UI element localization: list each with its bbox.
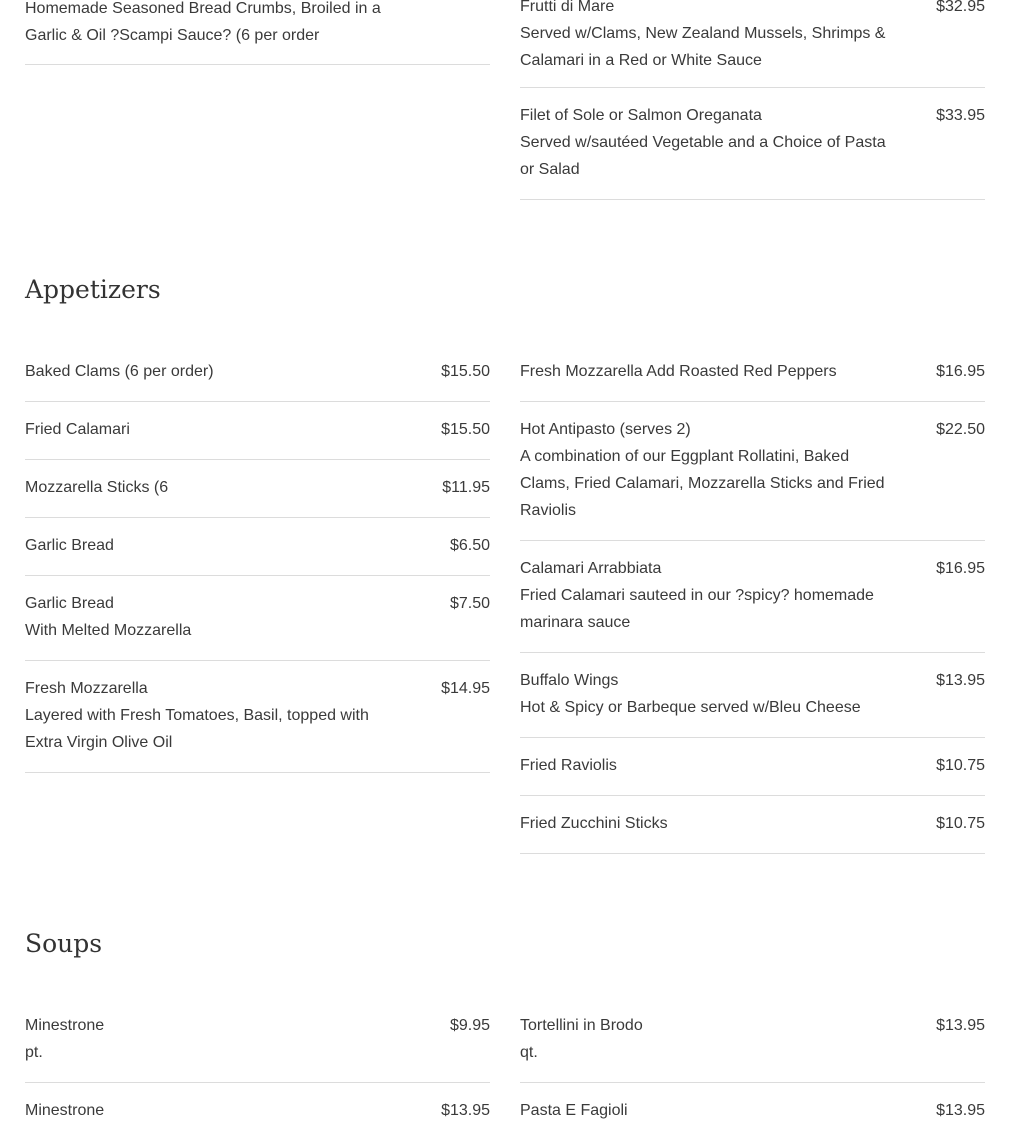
- menu-item-name: Minestrone: [25, 1102, 105, 1119]
- menu-item-price: $13.95: [936, 1102, 985, 1119]
- menu-item-description: pt.: [25, 1044, 43, 1061]
- menu-item-garlic-bread-mozzarella: [25, 590, 490, 661]
- menu-item-garlic-bread: [25, 532, 490, 576]
- menu-item-minestrone-pt: [25, 1012, 490, 1083]
- menu-item-name: Baked Clams (6 per order): [25, 363, 214, 380]
- menu-item-minestrone: [25, 1097, 490, 1129]
- menu-item-price: $13.95: [441, 1102, 490, 1119]
- menu-item-fried-calamari: [25, 416, 490, 460]
- menu-item-name: Fresh Mozzarella Add Roasted Red Peppers: [520, 363, 837, 380]
- menu-item-description: Fried Calamari sauteed in our ?spicy? homemade marinara sauce: [520, 587, 874, 631]
- menu-item-description: Layered with Fresh Tomatoes, Basil, topped with Extra Virgin Olive Oil: [25, 707, 369, 751]
- menu-item-name: Fried Raviolis: [520, 757, 617, 774]
- menu-item-price: $15.50: [441, 421, 490, 438]
- menu-item-description: Served w/Clams, New Zealand Mussels, Shrimps & Calamari in a Red or White Sauce: [520, 25, 886, 69]
- menu-item-price: $13.95: [936, 1017, 985, 1034]
- menu-item-price: $16.95: [936, 560, 985, 577]
- menu-item-price: $13.95: [936, 672, 985, 689]
- menu-item-description: qt.: [520, 1044, 538, 1061]
- menu-item-hot-antipasto: [520, 416, 985, 541]
- menu-item-name: Fried Zucchini Sticks: [520, 815, 668, 832]
- menu-item-price: $9.95: [449, 1017, 490, 1034]
- menu-item-price: $33.95: [936, 107, 985, 124]
- menu-item-filet-of-sole: [520, 102, 985, 200]
- section-title-appetizers: Appetizers: [25, 275, 161, 304]
- menu-item-fresh-mozzarella-peppers: [520, 358, 985, 402]
- menu-item-fresh-mozzarella: [25, 675, 490, 773]
- section-title-soups: Soups: [25, 929, 103, 958]
- menu-item-description: Hot & Spicy or Barbeque served w/Bleu Cheese: [520, 699, 861, 716]
- menu-item-name: Tortellini in Brodo: [520, 1017, 643, 1034]
- menu-item-price: $32.95: [936, 0, 985, 15]
- menu-item-name: Filet of Sole or Salmon Oreganata: [520, 107, 762, 124]
- menu-item-name: Hot Antipasto (serves 2): [520, 421, 691, 438]
- menu-item-description: Served w/sautéed Vegetable and a Choice of Pasta or Salad: [520, 134, 886, 178]
- menu-item-name: Minestrone: [25, 1017, 105, 1034]
- menu-item-name: Fresh Mozzarella: [25, 680, 148, 697]
- menu-item-price: $14.95: [441, 680, 490, 697]
- menu-item-name: Fried Calamari: [25, 421, 130, 438]
- menu-item-tortellini-in-brodo: [520, 1012, 985, 1083]
- menu-item-name: Buffalo Wings: [520, 672, 619, 689]
- menu-item-baked-clams: [25, 358, 490, 402]
- menu-item-name: Garlic Bread: [25, 537, 114, 554]
- menu-item-fried-raviolis: [520, 752, 985, 796]
- menu-item-mozzarella-sticks: [25, 474, 490, 518]
- menu-item-name: Mozzarella Sticks (6: [25, 479, 169, 496]
- menu-item-name: Frutti di Mare: [520, 0, 615, 15]
- menu-item-price: $22.50: [936, 421, 985, 438]
- menu-item-price: $16.95: [936, 363, 985, 380]
- menu-item-pasta-e-fagioli: [520, 1097, 985, 1129]
- menu-item-price: $15.50: [441, 363, 490, 380]
- menu-item-price: $11.95: [442, 479, 490, 496]
- menu-item-fried-zucchini-sticks: [520, 810, 985, 854]
- menu-item-description: A combination of our Eggplant Rollatini, Baked Clams, Fried Calamari, Mozzarella Sticks and Fried Raviolis: [520, 448, 885, 519]
- menu-item-name: Garlic Bread: [25, 595, 114, 612]
- menu-item-price: $10.75: [936, 757, 985, 774]
- menu-item-price: $7.50: [449, 595, 490, 612]
- menu-item-buffalo-wings: [520, 667, 985, 738]
- menu-item-description: Homemade Seasoned Bread Crumbs, Broiled in a Garlic & Oil ?Scampi Sauce? (6 per order: [25, 0, 381, 44]
- menu-item-name: Pasta E Fagioli: [520, 1102, 628, 1119]
- menu-item-scampi: [25, 0, 490, 65]
- menu-item-price: $10.75: [936, 815, 985, 832]
- menu-item-calamari-arrabbiata: [520, 555, 985, 653]
- menu-item-frutti-di-mare: [520, 0, 985, 88]
- menu-item-description: With Melted Mozzarella: [25, 622, 192, 639]
- menu-item-name: Calamari Arrabbiata: [520, 560, 662, 577]
- menu-item-price: $6.50: [449, 537, 490, 554]
